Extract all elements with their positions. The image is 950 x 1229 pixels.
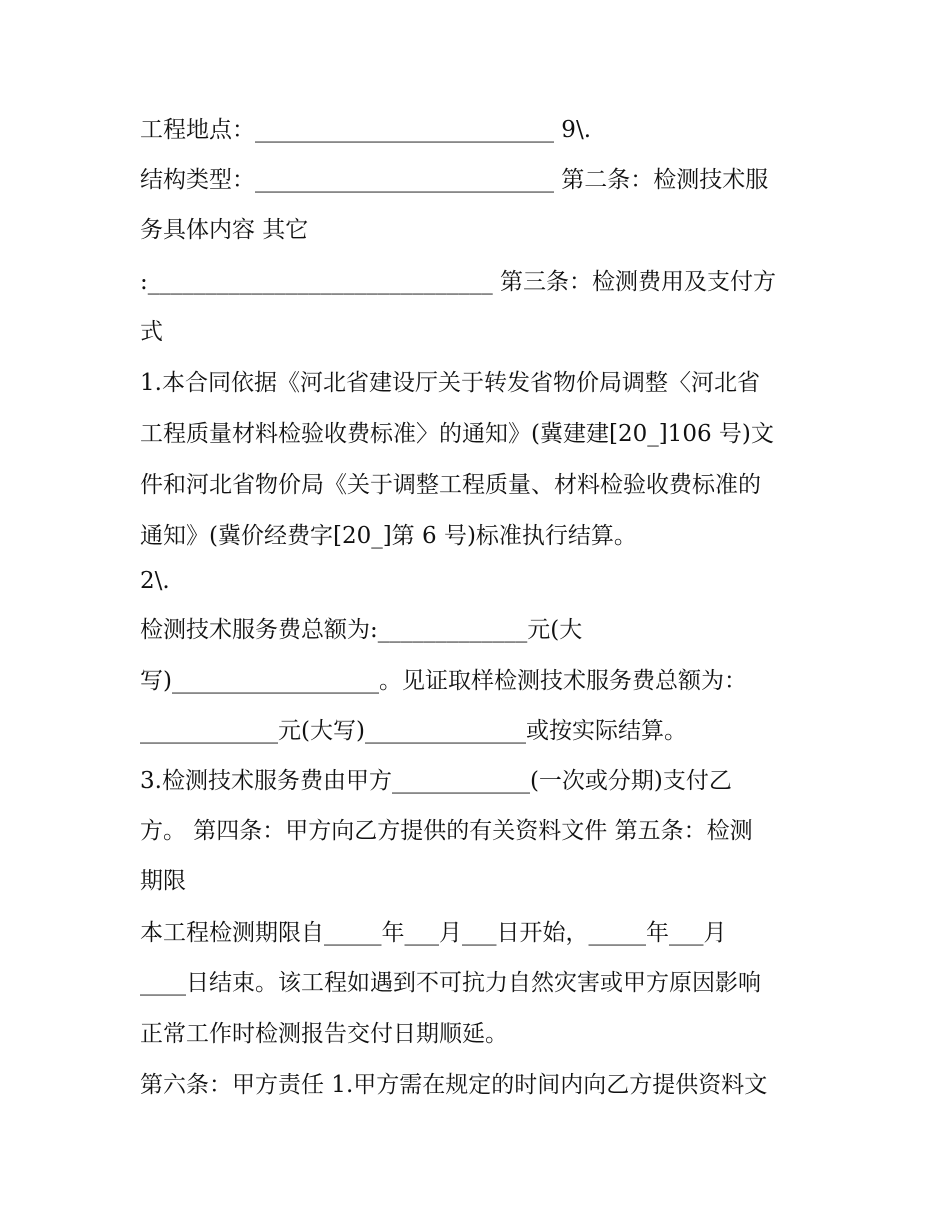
text-line: 件和河北省物价局《关于调整工程质量、材料检验收费标准的 (140, 472, 761, 498)
text-line: 3.检测技术服务费由甲方____________(一次或分期)支付乙 (140, 768, 732, 794)
text-line: 工程质量材料检验收费标准〉的通知》(冀建建[20_]106 号)文 (140, 421, 774, 447)
text-line: 期限 (140, 868, 186, 894)
text-line: 写)__________________。见证取样检测技术服务费总额为： (140, 668, 747, 694)
text-line: 正常工作时检测报告交付日期顺延。 (140, 1021, 508, 1047)
text-line: 方。 第四条：甲方向乙方提供的有关资料文件 第五条：检测 (140, 818, 753, 844)
text-line: 务具体内容 其它 (140, 217, 309, 243)
text-line: 本工程检测期限自_____年___月___日开始，_____年___月 (140, 920, 727, 946)
text-line: 通知》(冀价经费字[20_]第 6 号)标准执行结算。 (140, 523, 637, 549)
text-line: 检测技术服务费总额为:_____________元(大 (140, 617, 583, 643)
text-line: 结构类型：__________________________ 第二条：检测技术服 (140, 167, 769, 193)
text-line: 2\. (140, 568, 170, 594)
text-line: 工程地点：__________________________ 9\. (140, 117, 592, 143)
text-line: 第六条：甲方责任 1.甲方需在规定的时间内向乙方提供资料文 (140, 1072, 768, 1098)
text-line: ____日结束。该工程如遇到不可抗力自然灾害或甲方原因影响 (140, 970, 761, 996)
text-line: :______________________________ 第三条：检测费用及支付方 (140, 269, 777, 295)
text-line: 式 (140, 319, 163, 345)
text-line: ____________元(大写)______________或按实际结算。 (140, 718, 687, 744)
text-line: 1.本合同依据《河北省建设厅关于转发省物价局调整〈河北省 (140, 370, 760, 396)
